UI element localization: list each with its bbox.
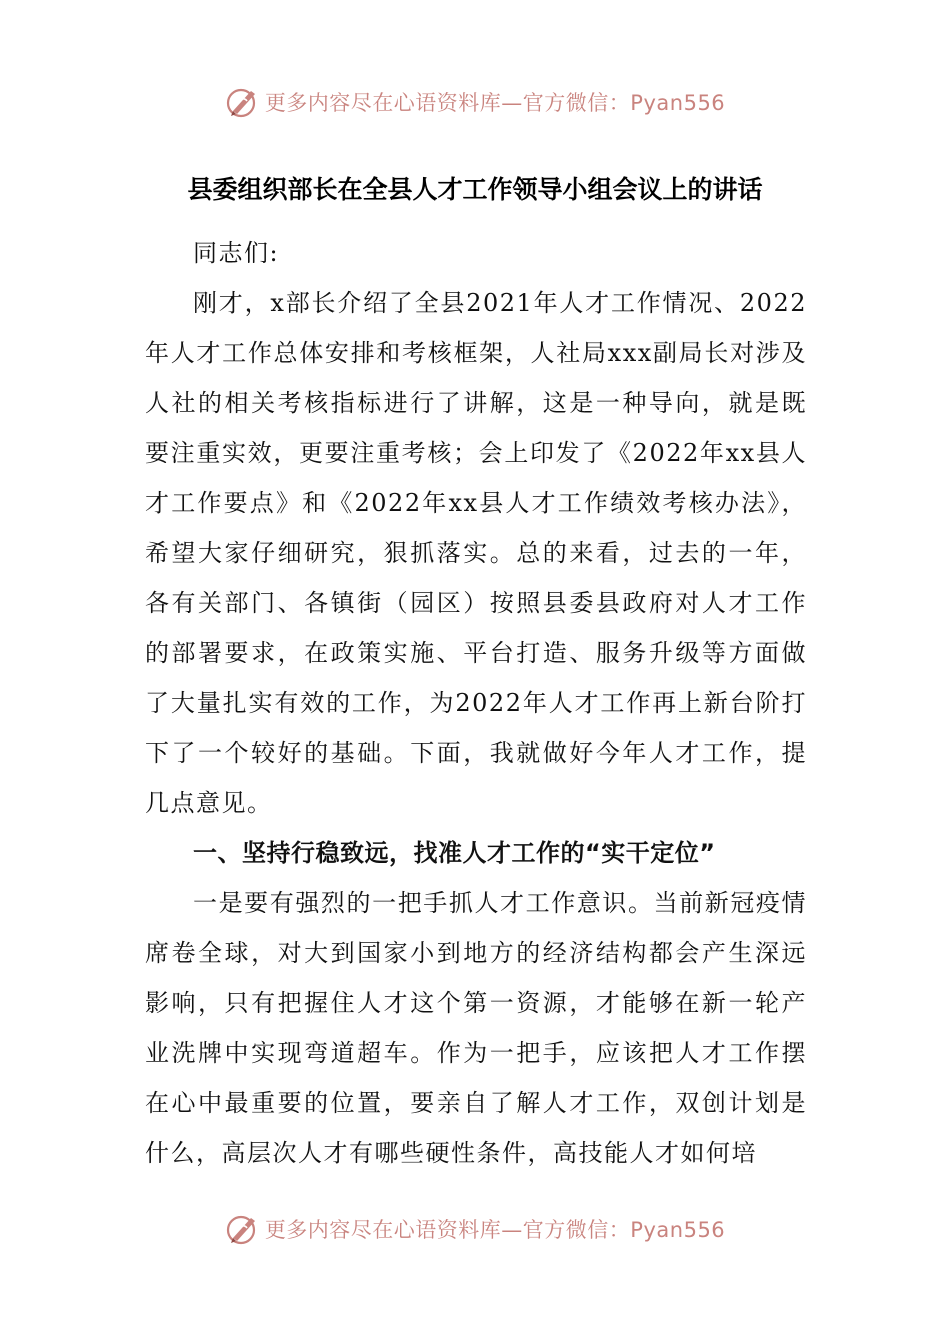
salutation: 同志们:: [193, 239, 280, 267]
document-body: [145, 228, 807, 1178]
watermark-banner-top: [0, 82, 950, 122]
watermark-text: 更多内容尽在心语资料库—官方微信：Pyan556: [264, 1218, 726, 1242]
document-title: 县委组织部长在全县人才工作领导小组会议上的讲话: [187, 175, 763, 204]
pen-logo-icon: [225, 84, 261, 120]
watermark-banner-bottom: [0, 1209, 950, 1249]
section-heading-1: 一、坚持行稳致远，找准人才工作的“实干定位”: [193, 839, 716, 867]
watermark-text: 更多内容尽在心语资料库—官方微信：Pyan556: [264, 91, 726, 115]
pen-logo-icon: [225, 1211, 261, 1247]
paragraph-section-1: 一是要有强烈的一把手抓人才工作意识。当前新冠疫情席卷全球，对大到国家小到地方的经济结构都会产生深远影响，只有把握住人才这个第一资源，才能够在新一轮产业洗牌中实现弯道超车。作为一把手，应该把人才工作摆在心中最重要的位置，要亲自了解人才工作，双创计划是什么，高层次人才有哪些硬性条件，高技能人才如何培: [145, 889, 807, 1167]
paragraph-intro: 刚才，x部长介绍了全县2021年人才工作情况、2022年人才工作总体安排和考核框架，人社局xxx副局长对涉及人社的相关考核指标进行了讲解，这是一种导向，就是既要注重实效，更要注重考核；会上印发了《2022年xx县人才工作要点》和《2022年xx县人才工作绩效考核办法》，希望大家仔细研究，狠抓落实。总的来看，过去的一年，各有关部门、各镇街（园区）按照县委县政府对人才工作的部署要求，在政策实施、平台打造、服务升级等方面做了大量扎实有效的工作，为2022年人才工作再上新台阶打下了一个较好的基础。下面，我就做好今年人才工作，提几点意见。: [145, 289, 807, 817]
